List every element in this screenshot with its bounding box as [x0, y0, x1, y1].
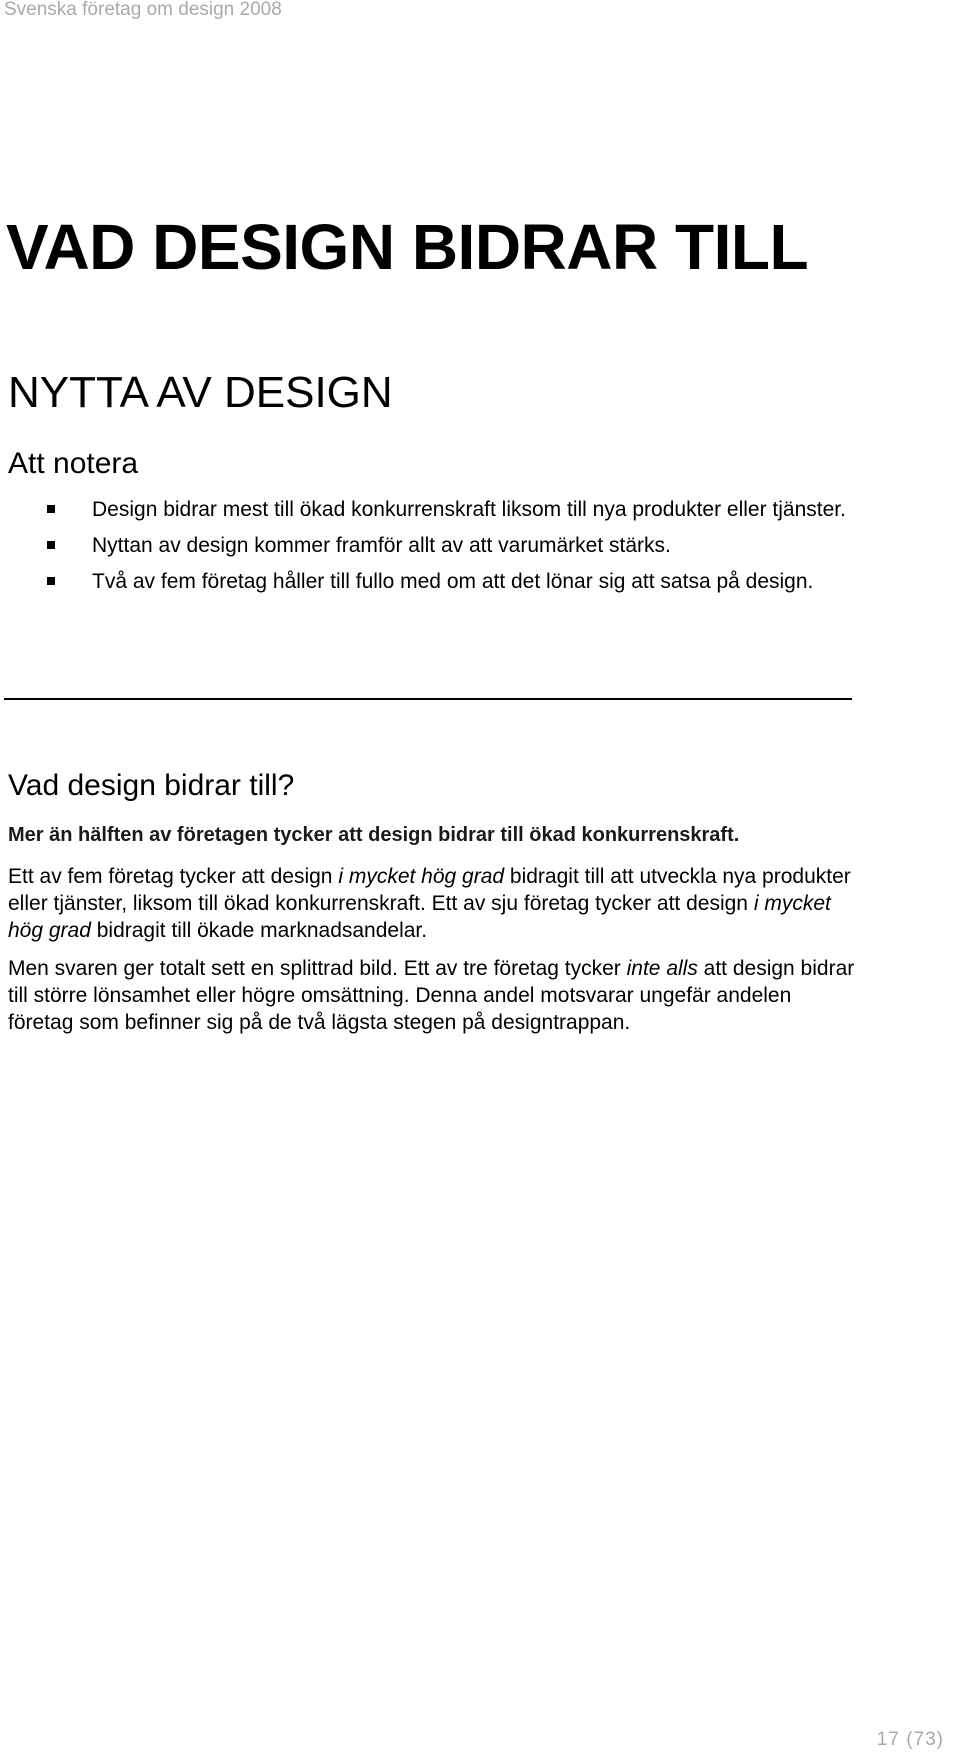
page-number: 17 (73) [876, 1729, 944, 1750]
question-heading: Vad design bidrar till? [8, 769, 295, 802]
emphasis-text: i mycket hög grad [338, 865, 505, 888]
emphasis-text: inte alls [626, 957, 698, 980]
text-run: bidragit till att utveckla nya produkter eller tjänster, liksom till ökad konkurrenskraft. Ett av sju företag tycker att design [8, 865, 851, 915]
text-run: Men svaren ger totalt sett en splittrad bild. Ett av tre företag tycker [8, 957, 627, 980]
notes-bullet-list [0, 496, 900, 604]
text-run: Ett av fem företag tycker att design [8, 865, 339, 888]
notes-heading: Att notera [8, 447, 139, 480]
main-title: VAD DESIGN BIDRAR TILL [6, 211, 809, 283]
section-title: NYTTA AV DESIGN [8, 368, 393, 417]
square-bullet-icon [47, 541, 55, 549]
list-item [0, 496, 852, 523]
text-run: bidragit till ökade marknadsandelar. [90, 919, 428, 942]
paragraph-findings [8, 863, 858, 944]
list-item [0, 568, 852, 595]
text-run: att design bidrar till större lönsamhet eller högre omsättning. Denna andel motsvarar ungefär andelen företag som befinner sig på de två lägsta stegen på designtrappan. [8, 957, 855, 1034]
square-bullet-icon [47, 505, 55, 513]
paragraph-split-view [8, 955, 858, 1036]
square-bullet-icon [47, 577, 55, 585]
bullet-text: Två av fem företag håller till fullo med om att det lönar sig att satsa på design. [92, 570, 814, 593]
list-item [0, 532, 852, 559]
document-header: Svenska företag om design 2008 [4, 0, 282, 20]
bullet-text: Design bidrar mest till ökad konkurrenskraft liksom till nya produkter eller tjänster. [92, 498, 846, 521]
lead-statement: Mer än hälften av företagen tycker att design bidrar till ökad konkurrenskraft. [8, 824, 740, 846]
bullet-text: Nyttan av design kommer framför allt av att varumärket stärks. [92, 534, 671, 557]
divider-rule [4, 698, 852, 700]
emphasis-text: i mycket hög grad [8, 892, 831, 942]
